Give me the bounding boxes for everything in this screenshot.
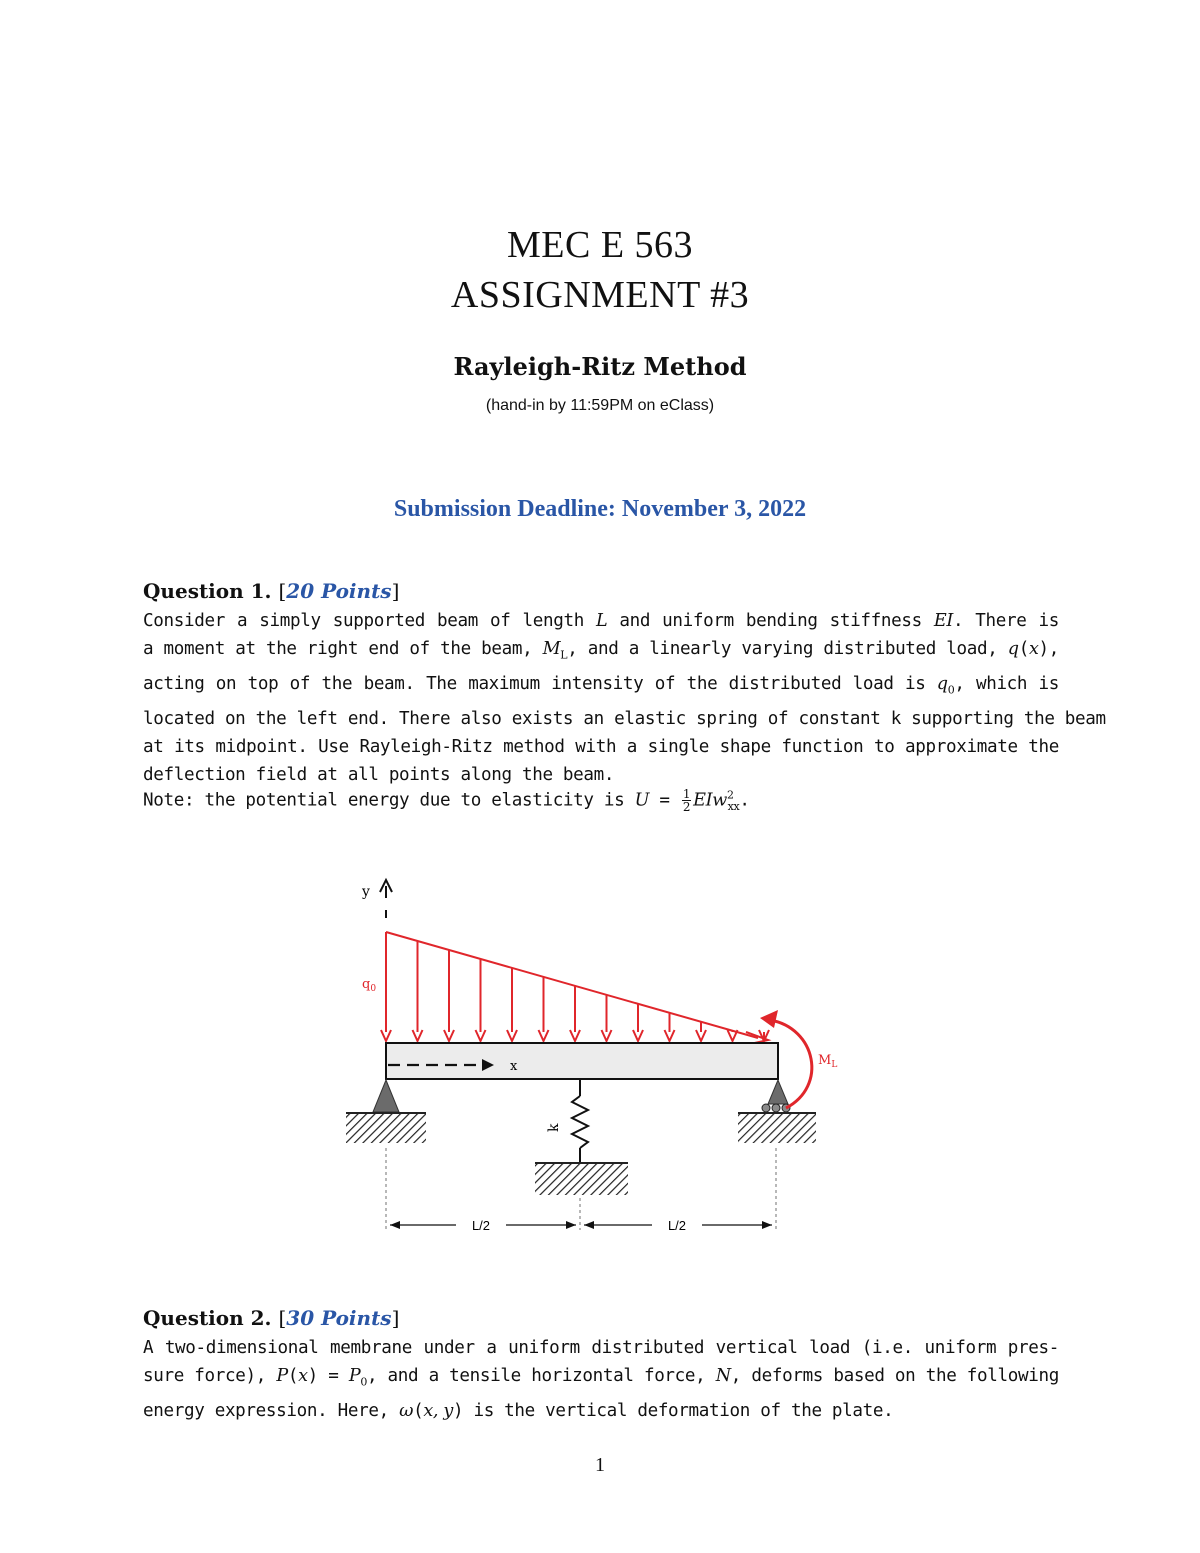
note-fraction — [682, 788, 691, 813]
note-frac-den: 2 — [682, 800, 691, 814]
question-1-points: 20 Points — [286, 579, 392, 603]
text-run: , and a linearly varying distributed load, — [567, 639, 1008, 660]
dim-arrow-icon — [584, 1221, 594, 1229]
text-run: ), — [1038, 639, 1060, 660]
math-symbol: x — [298, 1366, 308, 1387]
math-symbol: q — [936, 673, 948, 694]
text-run: located on the left end. There also exists an elastic spring of constant k supporting the beam — [143, 708, 1106, 729]
text-run: energy expression. Here, — [143, 1400, 400, 1421]
text-run: deflection field at all points along the beam. — [143, 765, 615, 786]
text-run: ) is the vertical deformation of the plate. — [452, 1400, 894, 1421]
math-symbol: L — [596, 611, 608, 631]
question-1-line — [143, 733, 1059, 761]
bracket-open: [ — [278, 579, 287, 603]
moment-arrow-icon — [760, 1010, 778, 1028]
text-run: sure force), — [143, 1366, 277, 1387]
dim-arrow-icon — [566, 1221, 576, 1229]
text-run: ( — [287, 1366, 299, 1387]
math-symbol: x, y — [423, 1400, 453, 1421]
math-symbol: x — [1028, 639, 1039, 660]
beam — [386, 1043, 778, 1079]
dim-arrow-icon — [390, 1221, 400, 1229]
math-symbol: P — [276, 1366, 288, 1387]
load-top-line — [386, 932, 758, 1038]
math-symbol: P — [348, 1366, 361, 1387]
text-run: at its midpoint. Use Rayleigh-Ritz method with a single shape function to approximate the — [143, 736, 1059, 757]
note-sup: 2 — [726, 788, 734, 802]
text-run: Consider a simply supported beam of length — [143, 611, 597, 631]
right-ground — [738, 1113, 816, 1143]
note-u: U — [634, 790, 650, 811]
moment-label: $M_L$ — [818, 1053, 838, 1070]
beam-diagram — [340, 868, 860, 1248]
text-run: a moment at the right end of the beam, — [143, 639, 543, 660]
text-run: acting on top of the beam. The maximum intensity of the distributed load is — [143, 673, 937, 694]
roller-wheel — [772, 1104, 780, 1112]
text-run: . There is — [952, 611, 1059, 631]
math-symbol: q — [1007, 639, 1019, 660]
submission-deadline: Submission Deadline: November 3, 2022 — [393, 496, 807, 522]
roller-support-icon — [768, 1080, 788, 1104]
question-1-line — [143, 607, 1059, 635]
note-sub: xx — [727, 800, 740, 814]
question-1-line — [143, 635, 1059, 670]
question-1-note — [143, 788, 750, 813]
text-run: , which is — [954, 673, 1059, 694]
x-axis-label: x — [510, 1059, 518, 1074]
y-axis-label: y — [362, 884, 370, 900]
text-run: ( — [1018, 639, 1029, 660]
text-run: and uniform bending stiffness — [607, 611, 934, 631]
question-2-line — [143, 1362, 1059, 1397]
question-2-points: 30 Points — [286, 1306, 392, 1330]
left-ground — [346, 1113, 426, 1143]
load-label: $q_0$ — [362, 977, 377, 994]
text-run: , and a tensile horizontal force, — [366, 1366, 716, 1387]
math-subscript: 0 — [947, 683, 955, 697]
question-2-line — [143, 1397, 1059, 1425]
text-run: ) = — [307, 1366, 349, 1387]
math-symbol: M — [542, 639, 561, 660]
spring-label: k — [546, 1123, 562, 1132]
page-number: 1 — [595, 1454, 605, 1476]
note-end: . — [739, 790, 750, 811]
course-title: MEC E 563 — [506, 224, 694, 266]
question-1-text — [143, 607, 1106, 789]
dim-arrow-icon — [762, 1221, 772, 1229]
math-subscript: 0 — [360, 1375, 367, 1389]
pin-support-icon — [373, 1080, 399, 1112]
question-2-line — [143, 1334, 1059, 1362]
spring-icon — [572, 1096, 588, 1148]
subtitle: Rayleigh-Ritz Method — [453, 352, 747, 381]
roller-wheel — [762, 1104, 770, 1112]
question-1-heading — [143, 579, 399, 603]
dim-label-right: L/2 — [667, 1218, 687, 1233]
bracket-close: ] — [391, 1306, 400, 1330]
text-run: ( — [413, 1400, 424, 1421]
question-2-label: Question 2. — [143, 1306, 272, 1330]
question-1-line — [143, 705, 1106, 733]
question-1-label: Question 1. — [143, 579, 272, 603]
assignment-title: ASSIGNMENT #3 — [450, 274, 750, 316]
dim-label-left: L/2 — [471, 1218, 491, 1233]
text-run: A two-dimensional membrane under a uniform distributed vertical load (i.e. uniform pres- — [143, 1338, 1059, 1358]
handin-note: (hand-in by 11:59PM on eClass) — [485, 397, 715, 414]
question-1-line — [143, 761, 1059, 789]
bracket-open: [ — [278, 1306, 287, 1330]
note-eiw: EIw — [693, 790, 727, 811]
question-1-line — [143, 670, 1059, 705]
question-2-heading — [143, 1306, 399, 1330]
bracket-close: ] — [391, 579, 400, 603]
note-prefix: Note: the potential energy due to elasticity is — [143, 790, 635, 811]
distributed-load — [381, 932, 769, 1044]
middle-ground — [535, 1163, 628, 1195]
math-symbol: EI — [933, 611, 953, 631]
note-frac-num: 1 — [682, 787, 691, 801]
math-symbol: ω — [399, 1400, 414, 1421]
math-symbol: N — [715, 1366, 731, 1387]
note-eq: = — [649, 790, 680, 811]
math-subscript: L — [560, 648, 568, 662]
text-run: , deforms based on the following — [730, 1366, 1059, 1387]
question-2-text — [143, 1334, 1059, 1425]
